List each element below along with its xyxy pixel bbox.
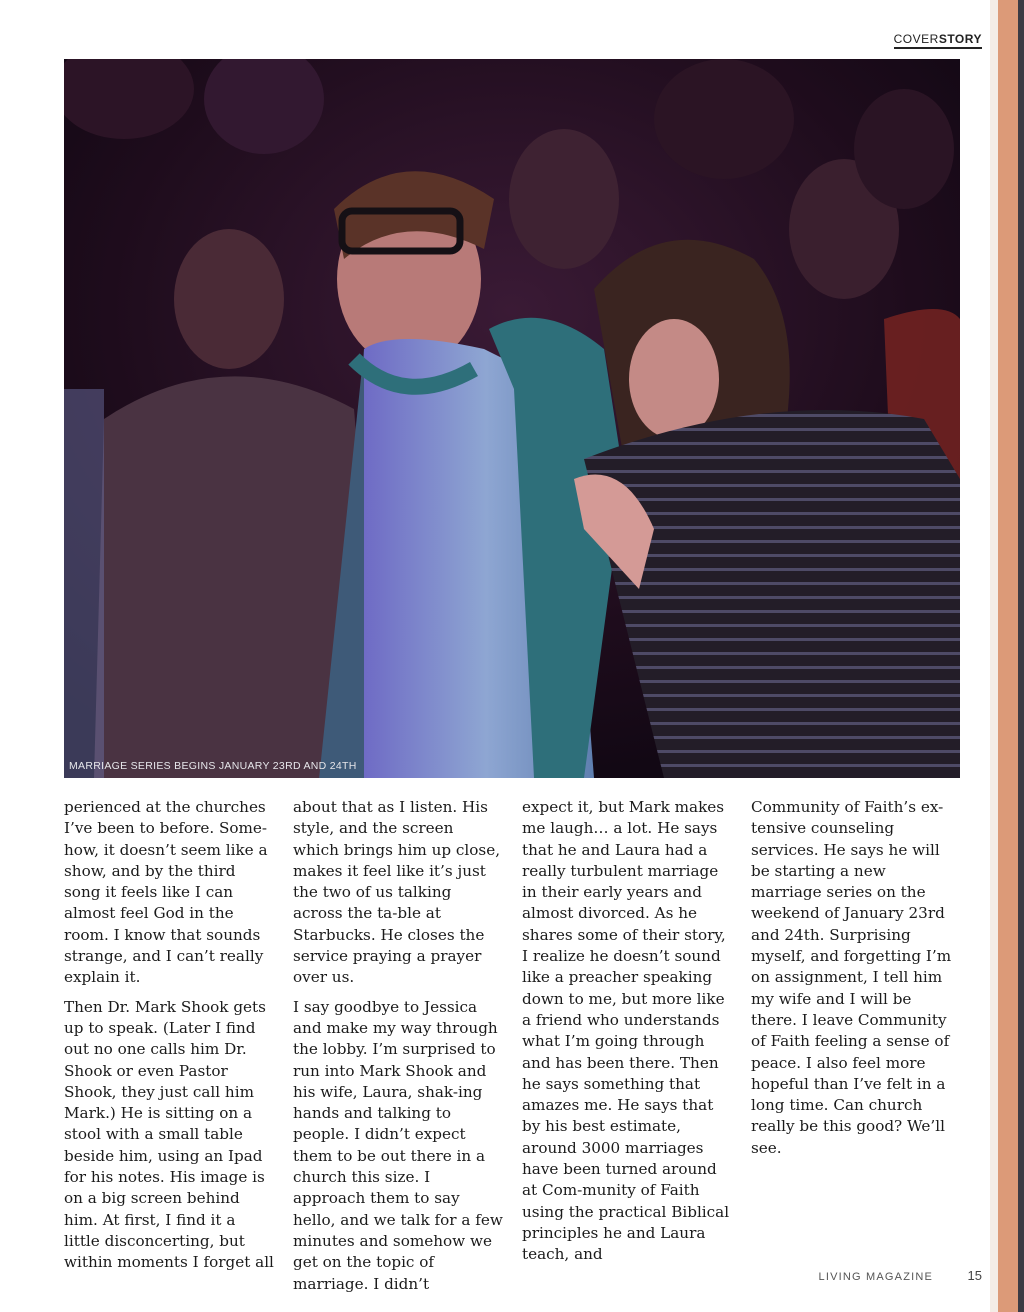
- page-number: 15: [967, 1268, 982, 1283]
- cover-photo: [64, 59, 960, 778]
- article-column-4: [751, 797, 961, 1167]
- paragraph: Then Dr. Mark Shook gets up to speak. (Later I find out no one calls him Dr. Shook or even Pastor Shook, they just call him Mark.) He is sitting on a stool with a small table beside him, using an Ipad for his notes. His image is on a big screen behind him. At first, I find it a little disconcerting, but within moments I forget all: [64, 997, 274, 1272]
- page-edge-light-strip: [990, 0, 998, 1312]
- photo-caption: MARRIAGE SERIES BEGINS JANUARY 23RD AND 24TH: [69, 760, 357, 772]
- magazine-name: LIVING MAGAZINE: [818, 1271, 934, 1283]
- section-header-cover: COVER: [893, 32, 939, 46]
- article-column-2: [293, 797, 503, 1303]
- section-header: [894, 32, 982, 49]
- article-column-3: [522, 797, 732, 1274]
- paragraph: Community of Faith’s ex-tensive counseling services. He says he will be starting a new marriage series on the weekend of January 23rd and 24th. Surprising myself, and forgetting I’m on assignment, I tell him my wife and I will be there. I leave Community of Faith feeling a sense of peace. I also feel more hopeful than I’ve felt in a long time. Can church really be this good? We’ll see.: [751, 798, 952, 1157]
- couple-praying-photo: [64, 59, 960, 778]
- paragraph: I say goodbye to Jessica and make my way through the lobby. I’m surprised to run into Mark Shook and his wife, Laura, shak-ing hands and talking to people. I didn’t expect them to be out there in a church this size. I approach them to say hello, and we talk for a few minutes and somehow we get on the topic of marriage. I didn’t: [293, 997, 503, 1293]
- page-footer: [819, 1267, 983, 1285]
- paragraph: expect it, but Mark makes me laugh… a lot. He says that he and Laura had a really turbulent marriage in their early years and almost divorced. As he shares some of their story, I realize he doesn’t sound like a preacher speaking down to me, but more like a friend who understands what I’m going through and has been there. Then he says something that amazes me. He says that by his best estimate, around 3000 marriages have been turned around at Com-munity of Faith using the practical Biblical principles he and Laura teach, and: [522, 798, 730, 1264]
- paragraph: perienced at the churches I’ve been to before. Some-how, it doesn’t seem like a show, and by the third song it feels like I can almost feel God in the room. I know that sounds strange, and I can’t really explain it.: [64, 798, 268, 987]
- section-header-story: STORY: [938, 32, 982, 46]
- page-edge-band: [990, 0, 1024, 1312]
- article-column-1: [64, 797, 274, 1282]
- paragraph: about that as I listen. His style, and the screen which brings him up close, makes it feel like it’s just the two of us talking across the ta-ble at Starbucks. He closes the service praying a prayer over us.: [293, 798, 501, 987]
- page-edge-dark-strip: [1018, 0, 1024, 1312]
